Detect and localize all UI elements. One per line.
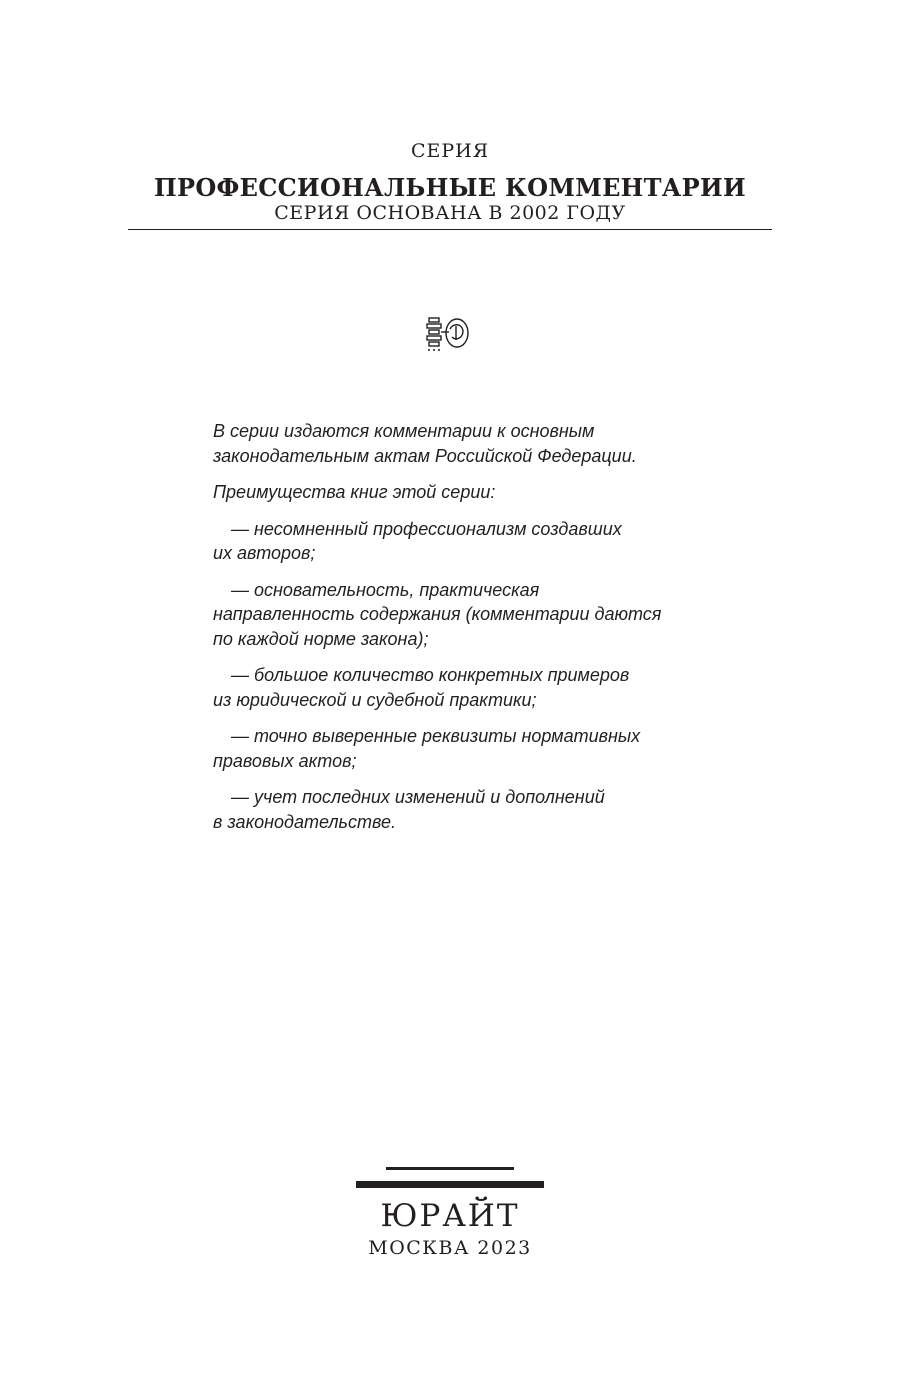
advantage-line: правовых актов; [213, 750, 357, 771]
advantage-item [213, 663, 713, 712]
advantage-item [213, 724, 713, 773]
advantage-line: — учет последних изменений и дополнений [231, 787, 605, 807]
advantage-line: — несомненный профессионализм создавших [231, 518, 622, 539]
advantages-heading: Преимущества книг этой серии: [213, 482, 496, 502]
publisher-emblem-icon [425, 316, 471, 352]
advantage-item [213, 517, 713, 566]
advantage-line: — большое количество конкретных примеров [231, 665, 630, 685]
advantage-item [213, 578, 713, 652]
intro-line: В серии издаются комментарии к основным [213, 421, 595, 441]
intro-line: законодательным актам Российской Федерации. [213, 445, 637, 466]
series-founded-note: СЕРИЯ ОСНОВАНА В 2002 ГОДУ [274, 202, 626, 224]
city-year: МОСКВА 2023 [368, 1237, 532, 1259]
advantage-line: из юридической и судебной практики; [213, 689, 537, 710]
header-divider [128, 229, 772, 230]
publisher-name: ЮРАЙТ [380, 1198, 520, 1234]
footer-divider-thick [356, 1181, 544, 1188]
advantage-line: направленность содержания (комментарии даются [213, 604, 662, 624]
series-label: СЕРИЯ [410, 140, 490, 162]
advantage-line: по каждой норме закона); [213, 628, 429, 649]
advantage-line: — основательность, практическая [231, 579, 540, 600]
advantage-line: — точно выверенные реквизиты нормативных [231, 726, 641, 746]
footer-divider-thin [386, 1167, 514, 1170]
series-description [213, 419, 713, 846]
series-title: ПРОФЕССИОНАЛЬНЫЕ КОММЕНТАРИИ [154, 173, 746, 202]
intro-paragraph [213, 419, 713, 468]
advantage-line: в законодательстве. [213, 811, 396, 832]
advantage-item [213, 785, 713, 834]
advantage-line: их авторов; [213, 543, 316, 563]
